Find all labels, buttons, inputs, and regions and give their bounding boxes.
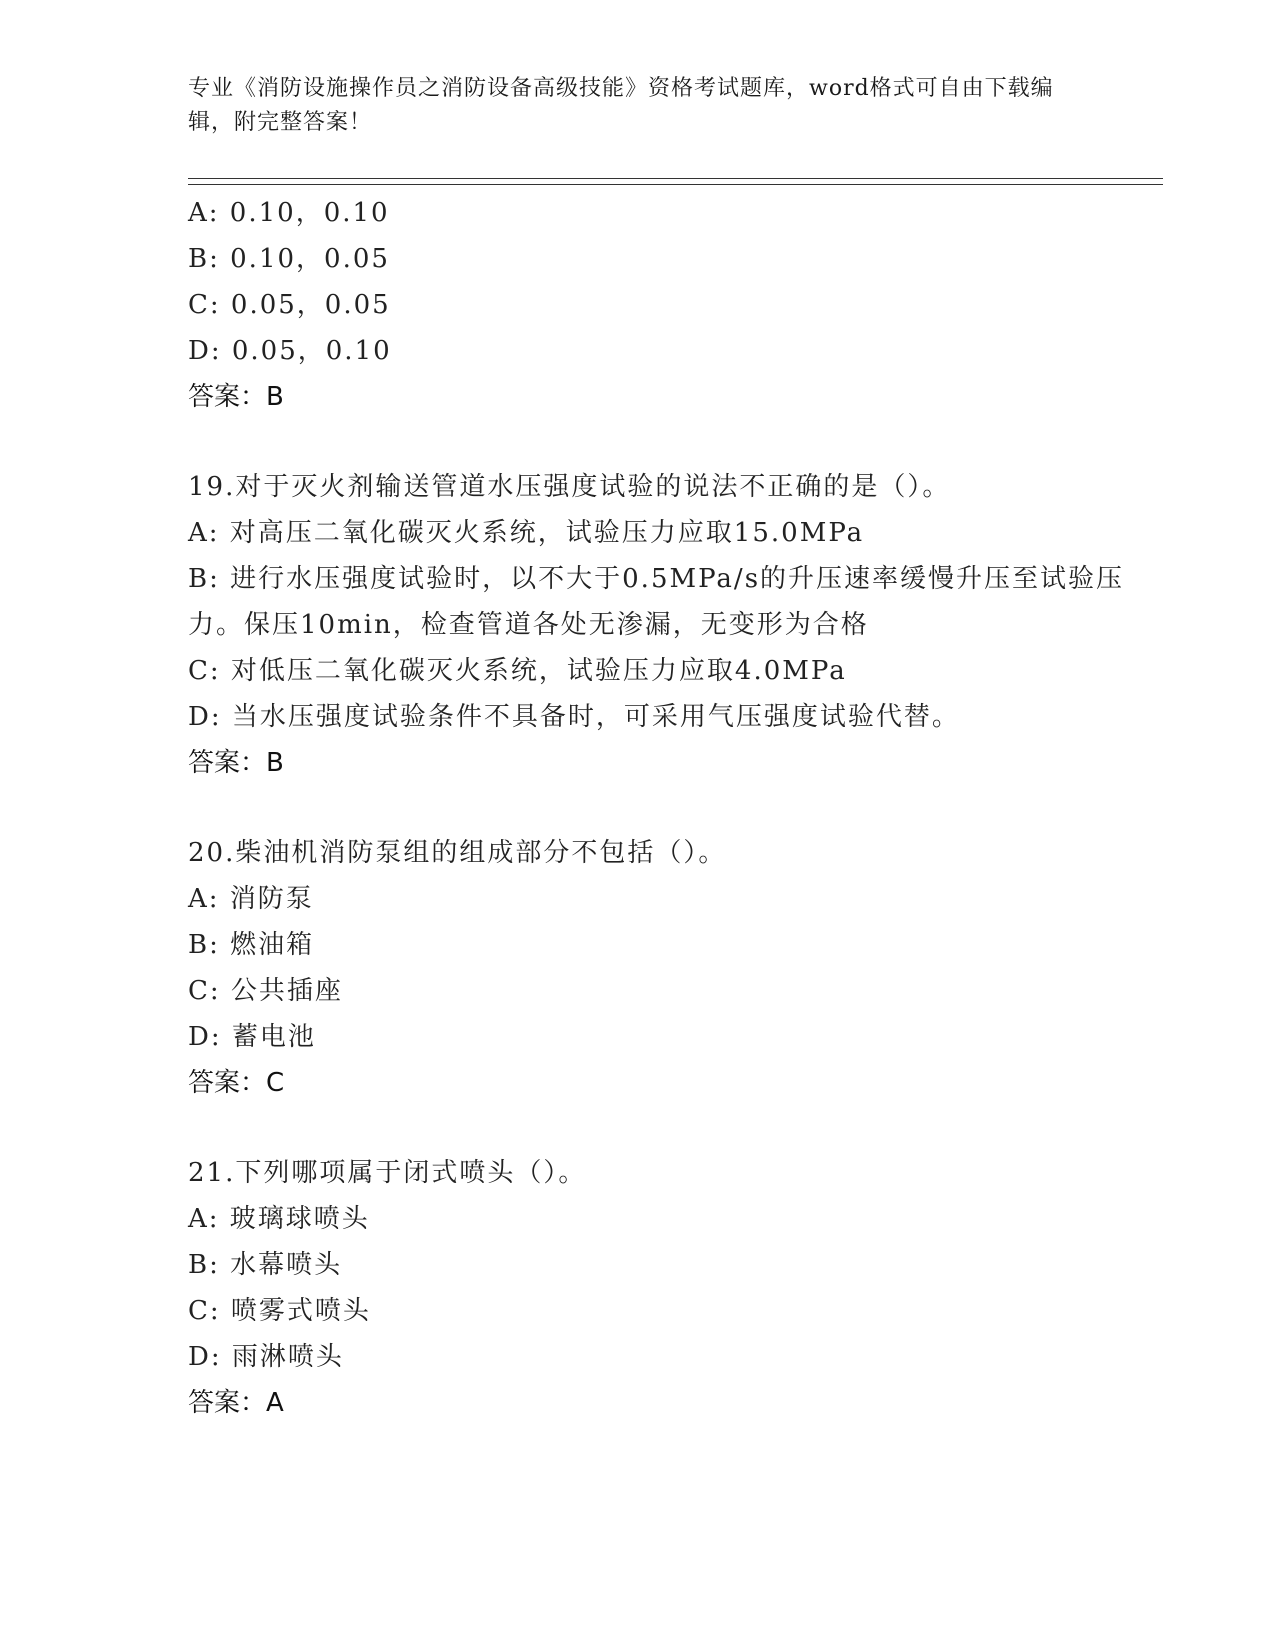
option-b: B: 水幕喷头 — [188, 1250, 343, 1280]
option-d: D: 当水压强度试验条件不具备时，可采用气压强度试验代替。 — [188, 702, 960, 732]
question-block — [188, 1150, 1128, 1426]
option-b: B: 0.10，0.05 — [188, 244, 390, 274]
option-c: C: 喷雾式喷头 — [188, 1296, 371, 1326]
question-block — [188, 464, 1128, 786]
question-text: 19.对于灭火剂输送管道水压强度试验的说法不正确的是（）。 — [188, 472, 951, 502]
option-d: D: 0.05，0.10 — [188, 336, 392, 366]
option-c: C: 0.05，0.05 — [188, 290, 391, 320]
option-a: A: 对高压二氧化碳灭火系统，试验压力应取15.0MPa — [188, 518, 865, 548]
document-header: 专业《消防设施操作员之消防设备高级技能》资格考试题库，word格式可自由下载编辑，附完整答案！ — [188, 76, 1054, 135]
option-c: C: 公共插座 — [188, 976, 343, 1006]
option-d: D: 蓄电池 — [188, 1022, 316, 1052]
option-a: A: 消防泵 — [188, 884, 314, 914]
question-text: 20.柴油机消防泵组的组成部分不包括（）。 — [188, 838, 727, 868]
question-text: 21.下列哪项属于闭式喷头（）。 — [188, 1158, 587, 1188]
answer-line: 答案：A — [188, 1388, 284, 1418]
answer-line: 答案：B — [188, 382, 284, 412]
option-c: C: 对低压二氧化碳灭火系统，试验压力应取4.0MPa — [188, 656, 847, 686]
header-divider-top — [188, 178, 1163, 179]
answer-line: 答案：B — [188, 748, 284, 778]
header-divider-bottom — [188, 184, 1163, 185]
question-block — [188, 190, 1128, 420]
question-list — [188, 190, 1128, 1426]
option-b: B: 进行水压强度试验时，以不大于0.5MPa/s的升压速率缓慢升压至试验压力。保压10min，检查管道各处无渗漏，无变形为合格 — [188, 564, 1125, 640]
option-a: A: 0.10，0.10 — [188, 198, 390, 228]
question-block — [188, 830, 1128, 1106]
option-b: B: 燃油箱 — [188, 930, 315, 960]
option-d: D: 雨淋喷头 — [188, 1342, 344, 1372]
answer-line: 答案：C — [188, 1068, 285, 1098]
option-a: A: 玻璃球喷头 — [188, 1204, 370, 1234]
